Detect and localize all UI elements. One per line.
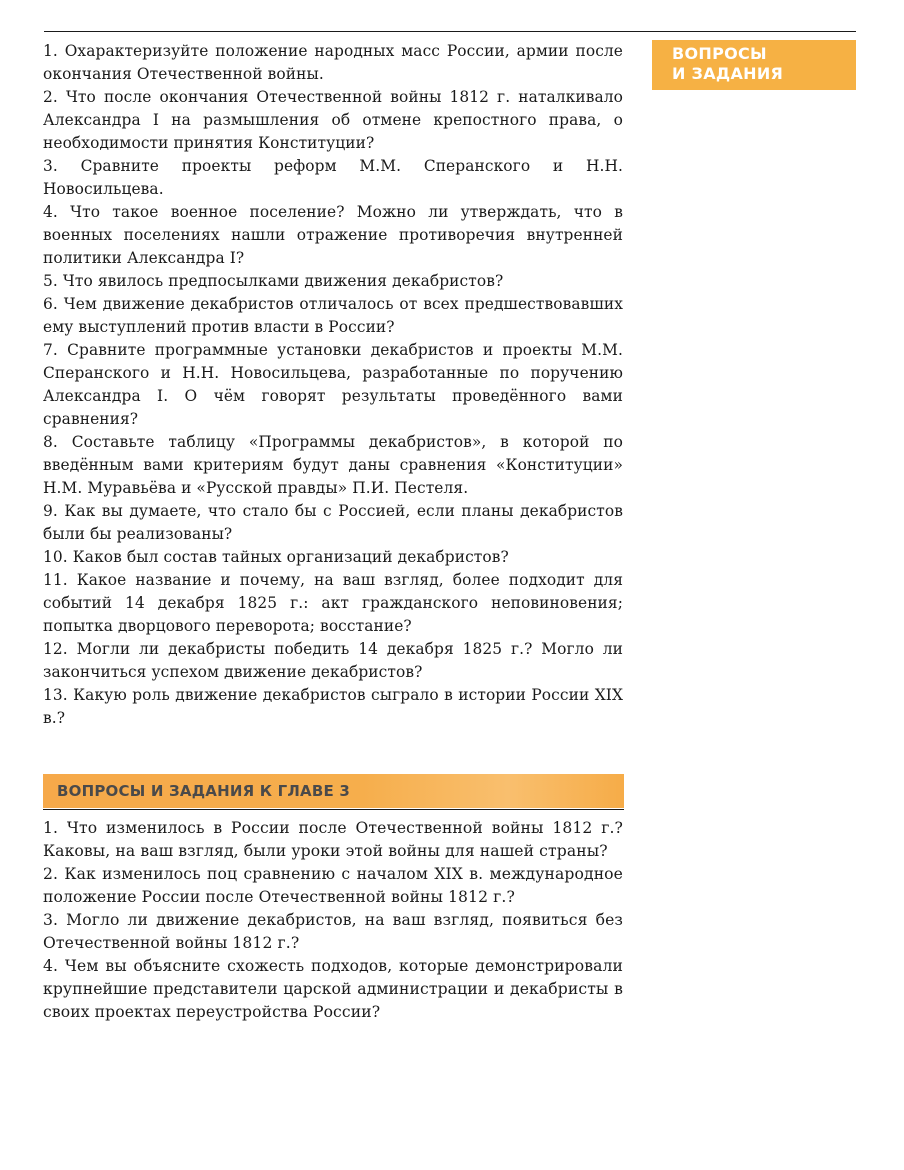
question-text: Что после окончания Отечественной войны 1812 г. наталкивало Александра I на размышления об отмене крепостного права, о необходимости принятия Конституции?	[43, 88, 623, 152]
question-text: Сравните проекты реформ М.М. Сперанского и Н.Н. Новосильцева.	[43, 157, 623, 198]
question-number: 9.	[43, 502, 58, 520]
questions-list	[43, 40, 623, 730]
question-text: Могли ли декабристы победить 14 декабря 1825 г.? Могло ли закончиться успехом движение декабристов?	[43, 640, 623, 681]
question-item	[43, 86, 623, 155]
question-number: 10.	[43, 548, 68, 566]
chapter-questions-header: ВОПРОСЫ И ЗАДАНИЯ К ГЛАВЕ 3	[43, 774, 624, 808]
question-number: 4.	[43, 203, 58, 221]
chapter-question-item	[43, 955, 623, 1024]
question-text: Каков был состав тайных организаций декабристов?	[72, 548, 509, 566]
question-text: Что изменилось в России после Отечественной войны 1812 г.? Каковы, на ваш взгляд, были уроки этой войны для нашей страны?	[43, 819, 624, 860]
question-item	[43, 546, 623, 569]
question-text: Могло ли движение декабристов, на ваш взгляд, появиться без Отечественной войны 1812 г.?	[43, 911, 624, 952]
question-text: Как вы думаете, что стало бы с Россией, если планы декабристов были бы реализованы?	[43, 502, 623, 543]
question-number: 2.	[43, 865, 59, 883]
question-item	[43, 155, 623, 201]
question-number: 1.	[43, 42, 58, 60]
question-item	[43, 293, 623, 339]
chapter-question-item	[43, 863, 623, 909]
question-text: Что явилось предпосылками движения декабристов?	[62, 272, 504, 290]
question-text: Как изменилось поц сравнению с началом XIX в. международное положение России после Отечественной войны 1812 г.?	[43, 865, 624, 906]
question-text: Какое название и почему, на ваш взгляд, более подходит для событий 14 декабря 1825 г.: акт гражданского неповиновения; попытка дворцового переворота; восстание?	[43, 571, 623, 635]
chapter-question-item	[43, 817, 623, 863]
question-number: 4.	[43, 957, 59, 975]
question-number: 13.	[43, 686, 68, 704]
question-text: Чем вы объясните схожесть подходов, которые демонстрировали крупнейшие представители царской администрации и декабристы в своих проектах переустройства России?	[43, 957, 624, 1021]
question-text: Сравните программные установки декабристов и проекты М.М. Сперанского и Н.Н. Новосильцева, разработанные по поручению Александра I. О чём говорят результаты проведённого вами сравнения?	[43, 341, 623, 428]
question-number: 3.	[43, 157, 58, 175]
question-text: Что такое военное поселение? Можно ли утверждать, что в военных поселениях нашли отражение противоречия внутренней политики Александра I?	[43, 203, 623, 267]
question-item	[43, 569, 623, 638]
question-item	[43, 638, 623, 684]
question-item	[43, 684, 623, 730]
question-number: 11.	[43, 571, 68, 589]
question-number: 8.	[43, 433, 58, 451]
question-item	[43, 339, 623, 431]
question-item	[43, 201, 623, 270]
question-number: 1.	[43, 819, 59, 837]
question-number: 2.	[43, 88, 58, 106]
chapter-divider	[43, 809, 624, 810]
question-text: Чем движение декабристов отличалось от всех предшествовавших ему выступлений против власти в России?	[43, 295, 623, 336]
question-number: 12.	[43, 640, 68, 658]
question-item	[43, 431, 623, 500]
question-text: Охарактеризуйте положение народных масс России, армии после окончания Отечественной войны.	[43, 42, 623, 83]
question-item	[43, 500, 623, 546]
chapter-question-item	[43, 909, 623, 955]
question-item	[43, 270, 623, 293]
question-number: 7.	[43, 341, 58, 359]
question-number: 6.	[43, 295, 58, 313]
question-number: 5.	[43, 272, 58, 290]
chapter-questions-list	[43, 817, 623, 1024]
question-item	[43, 40, 623, 86]
questions-badge	[652, 40, 856, 90]
badge-line-1: ВОПРОСЫ	[672, 44, 767, 63]
question-number: 3.	[43, 911, 59, 929]
question-text: Составьте таблицу «Программы декабристов», в которой по введённым вами критериям будут даны сравнения «Конституции» Н.М. Муравьёва и «Русской правды» П.И. Пестеля.	[43, 433, 623, 497]
top-divider	[44, 31, 856, 32]
question-text: Какую роль движение декабристов сыграло в истории России XIX в.?	[43, 686, 624, 727]
badge-line-2: И ЗАДАНИЯ	[672, 64, 784, 83]
